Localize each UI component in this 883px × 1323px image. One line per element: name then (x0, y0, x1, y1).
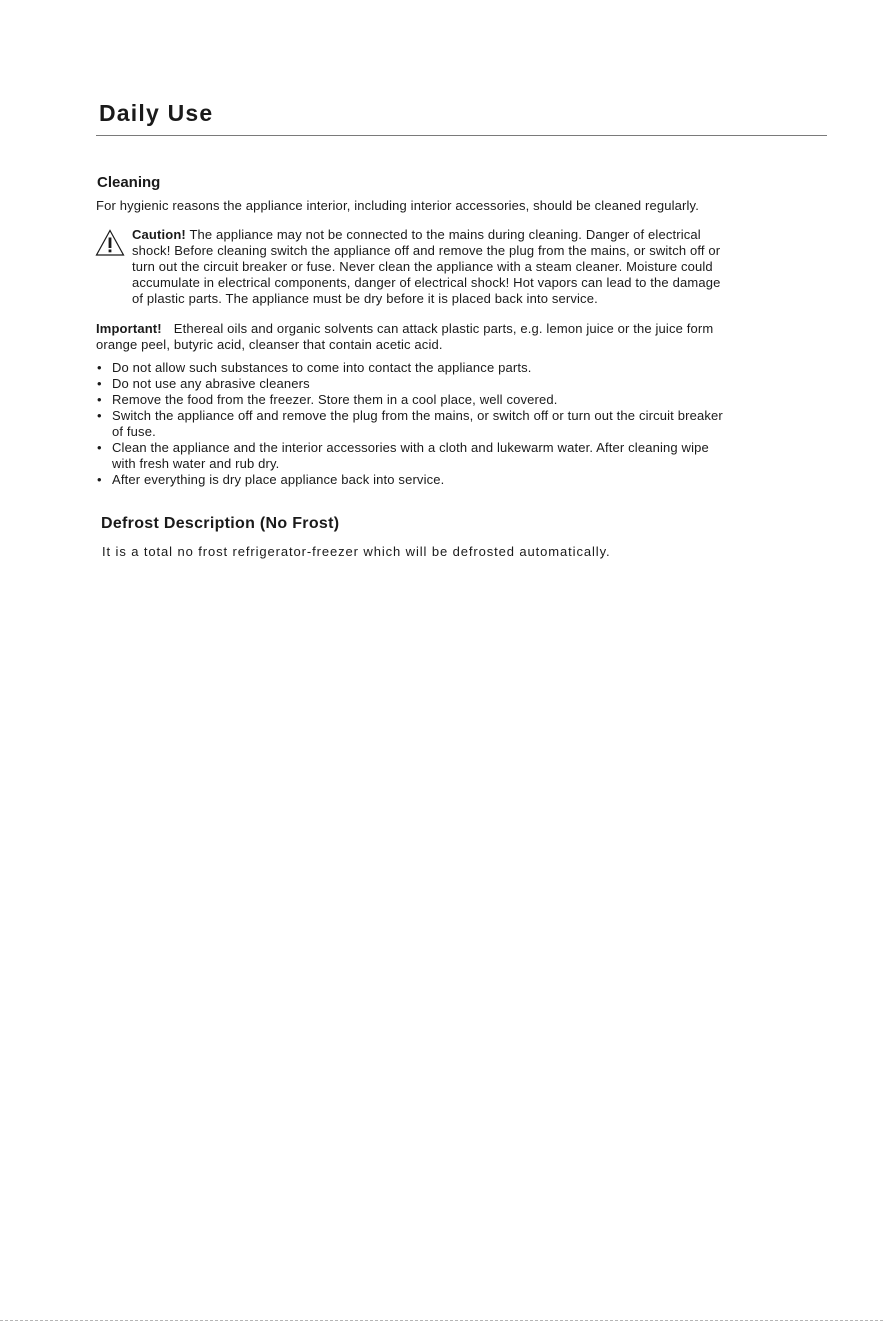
cleaning-heading: Cleaning (97, 174, 161, 191)
cleaning-intro: For hygienic reasons the appliance interior, including interior accessories, should be cleaned regularly. (96, 198, 700, 213)
bullet-icon: • (97, 440, 102, 455)
important-line: Important! Ethereal oils and organic solvents can attack plastic parts, e.g. lemon juice or the juice form (96, 321, 714, 336)
caution-line: Caution! The appliance may not be connected to the mains during cleaning. Danger of electrical (132, 227, 701, 242)
page-bottom-edge (0, 1320, 883, 1321)
important-notice (96, 321, 713, 353)
page-title: Daily Use (99, 100, 214, 126)
caution-text (132, 227, 720, 307)
important-label: Important! (96, 321, 162, 336)
bullet-icon: • (97, 408, 102, 423)
warning-triangle-icon (95, 229, 125, 257)
list-item: • Switch the appliance off and remove the plug from the mains, or switch off or turn out the circuit breaker of fuse. (97, 408, 723, 439)
list-item: • Do not allow such substances to come into contact the appliance parts. (97, 360, 532, 375)
bullet-icon: • (97, 472, 102, 487)
caution-line: turn out the circuit breaker or fuse. Never clean the appliance with a steam cleaner. Moisture could (132, 259, 713, 274)
defrost-heading: Defrost Description (No Frost) (101, 515, 340, 532)
caution-line: accumulate in electrical components, danger of electrical shock! Hot vapors can lead to the damage (132, 275, 721, 290)
defrost-text: It is a total no frost refrigerator-freezer which will be defrosted automatically. (102, 544, 611, 559)
bullet-icon: • (97, 376, 102, 391)
list-item: • Clean the appliance and the interior accessories with a cloth and lukewarm water. After cleaning wipe with fresh water and rub dry. (97, 440, 709, 471)
list-item: • After everything is dry place appliance back into service. (97, 472, 445, 487)
list-item: • Remove the food from the freezer. Store them in a cool place, well covered. (97, 392, 558, 407)
important-line: orange peel, butyric acid, cleanser that contain acetic acid. (96, 337, 443, 352)
caution-line: shock! Before cleaning switch the appliance off and remove the plug from the mains, or switch off or (132, 243, 721, 258)
cleaning-instructions-list (96, 360, 723, 488)
title-divider (96, 135, 827, 136)
caution-line: of plastic parts. The appliance must be dry before it is placed back into service. (132, 291, 598, 306)
bullet-icon: • (97, 392, 102, 407)
bullet-icon: • (97, 360, 102, 375)
list-item: • Do not use any abrasive cleaners (97, 376, 310, 391)
caution-label: Caution! (132, 227, 186, 242)
